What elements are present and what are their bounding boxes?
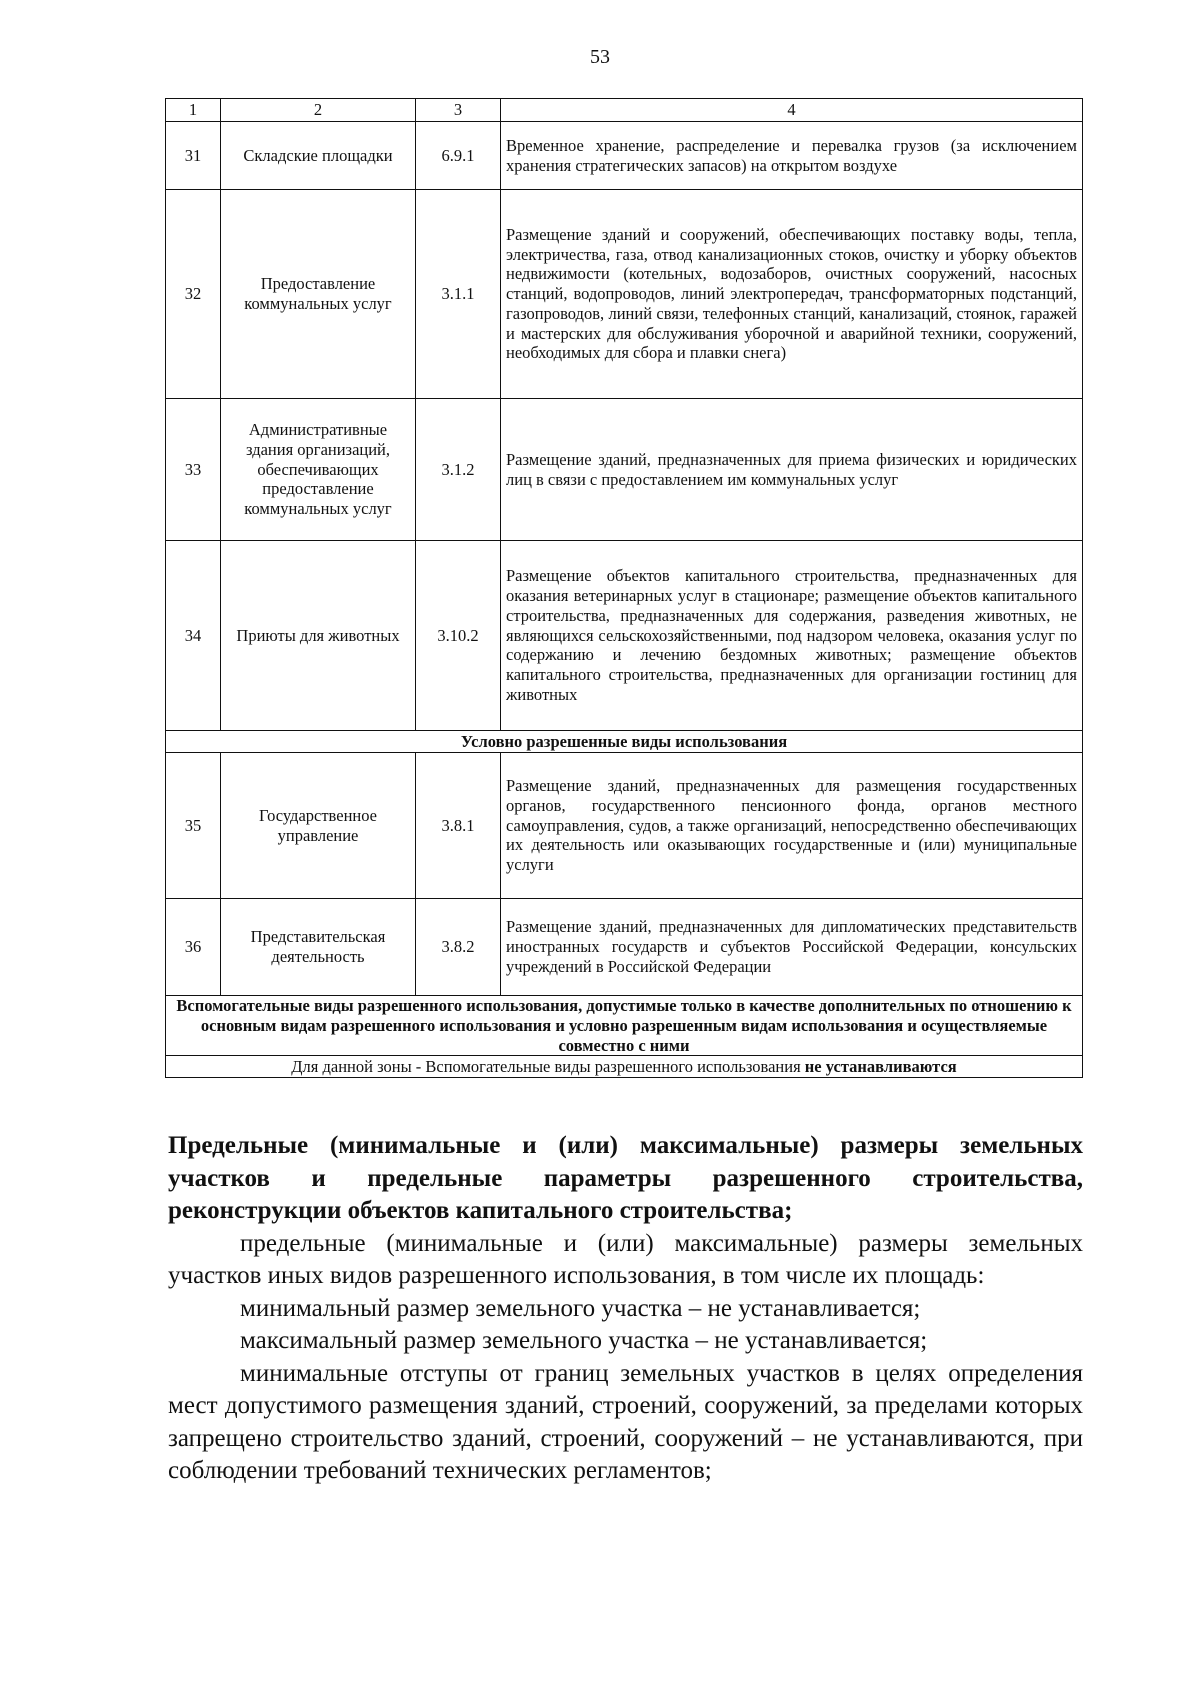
section-row <box>166 731 1083 753</box>
use-code: 3.8.1 <box>416 753 501 899</box>
header-cell: 2 <box>221 99 416 122</box>
table-row <box>166 399 1083 541</box>
land-use-table <box>165 98 1083 1078</box>
use-name: Приюты для животных <box>221 541 416 731</box>
use-name: Предоставление коммунальных услуг <box>221 190 416 399</box>
header-cell: 1 <box>166 99 221 122</box>
use-code: 3.1.2 <box>416 399 501 541</box>
use-code: 3.10.2 <box>416 541 501 731</box>
table-row <box>166 899 1083 996</box>
use-name: Государственное управление <box>221 753 416 899</box>
row-number: 35 <box>166 753 221 899</box>
section-conditional-title: Условно разрешенные виды использования <box>166 731 1083 753</box>
use-description: Размещение объектов капитального строительства, предназначенных для оказания ветеринарных услуг в стационаре; размещение объектов капитального строительства, предназначенных для содержания, разведения животных, не являющихся сельскохозяйственными, под надзором человека, оказания услуг по содержанию и лечению бездомных животных; размещение объектов капитального строительства, предназначенных для организации гостиниц для животных <box>501 541 1083 731</box>
use-code: 6.9.1 <box>416 122 501 190</box>
paragraph: минимальные отступы от границ земельных участков в целях определения мест допустимого размещения зданий, строений, сооружений, за пределами которых запрещено строительство зданий, строений, сооружений – не устанавливаются, при соблюдении требований технических регламентов; <box>168 1359 1083 1484</box>
use-description: Временное хранение, распределение и перевалка грузов (за исключением хранения стратегических запасов) на открытом воздухе <box>501 122 1083 190</box>
paragraph: максимальный размер земельного участка – не устанавливается; <box>240 1327 928 1354</box>
use-description: Размещение зданий, предназначенных для размещения государственных органов, государственного пенсионного фонда, органов местного самоуправления, судов, а также организаций, непосредственно обеспечивающих их деятельность или оказывающих государственные и (или) муниципальные услуги <box>501 753 1083 899</box>
table-row <box>166 190 1083 399</box>
table-row <box>166 122 1083 190</box>
page-number: 53 <box>590 46 610 68</box>
note-row <box>166 1056 1083 1078</box>
use-description: Размещение зданий и сооружений, обеспечивающих поставку воды, тепла, электричества, газа, отвод канализационных стоков, очистку и уборку объектов недвижимости (котельных, водозаборов, очистных сооружений, насосных станций, водопроводов, линий электропередач, трансформаторных подстанций, газопроводов, линий связи, телефонных станций, канализаций, стоянок, гаражей и мастерских для обслуживания уборочной и аварийной техники, сооружений, необходимых для сбора и плавки снега) <box>501 190 1083 399</box>
table-row <box>166 753 1083 899</box>
use-name: Представительская деятельность <box>221 899 416 996</box>
use-name: Складские площадки <box>221 122 416 190</box>
header-cell: 4 <box>501 99 1083 122</box>
header-cell: 3 <box>416 99 501 122</box>
use-description: Размещение зданий, предназначенных для приема физических и юридических лиц в связи с предоставлением им коммунальных услуг <box>501 399 1083 541</box>
section-heading: Предельные (минимальные и (или) максимальные) размеры земельных участков и предельные параметры разрешенного строительства, реконструкции объектов капитального строительства; <box>168 1132 1083 1224</box>
row-number: 34 <box>166 541 221 731</box>
auxiliary-note <box>166 1056 1083 1078</box>
section-row <box>166 996 1083 1056</box>
table-header-row <box>166 99 1083 122</box>
body-text <box>168 1130 1083 1488</box>
use-name: Административные здания организаций, обеспечивающих предоставление коммунальных услуг <box>221 399 416 541</box>
use-description: Размещение зданий, предназначенных для дипломатических представительств иностранных государств и субъектов Российской Федерации, консульских учреждений в Российской Федерации <box>501 899 1083 996</box>
row-number: 32 <box>166 190 221 399</box>
section-auxiliary-title: Вспомогательные виды разрешенного использования, допустимые только в качестве дополнительных по отношению к основным видам разрешенного использования и условно разрешенным видам использования и осуществляемые совместно с ними <box>166 996 1083 1056</box>
note-bold: не устанавливаются <box>804 1056 957 1076</box>
paragraph: предельные (минимальные и (или) максимальные) размеры земельных участков иных видов разрешенного использования, в том числе их площадь: <box>168 1229 1083 1289</box>
row-number: 36 <box>166 899 221 996</box>
paragraph: минимальный размер земельного участка – не устанавливается; <box>240 1294 921 1322</box>
row-number: 31 <box>166 122 221 190</box>
row-number: 33 <box>166 399 221 541</box>
note-prefix: Для данной зоны - Вспомогательные виды разрешенного использования <box>291 1056 805 1076</box>
use-code: 3.1.1 <box>416 190 501 399</box>
table-row <box>166 541 1083 731</box>
use-code: 3.8.2 <box>416 899 501 996</box>
